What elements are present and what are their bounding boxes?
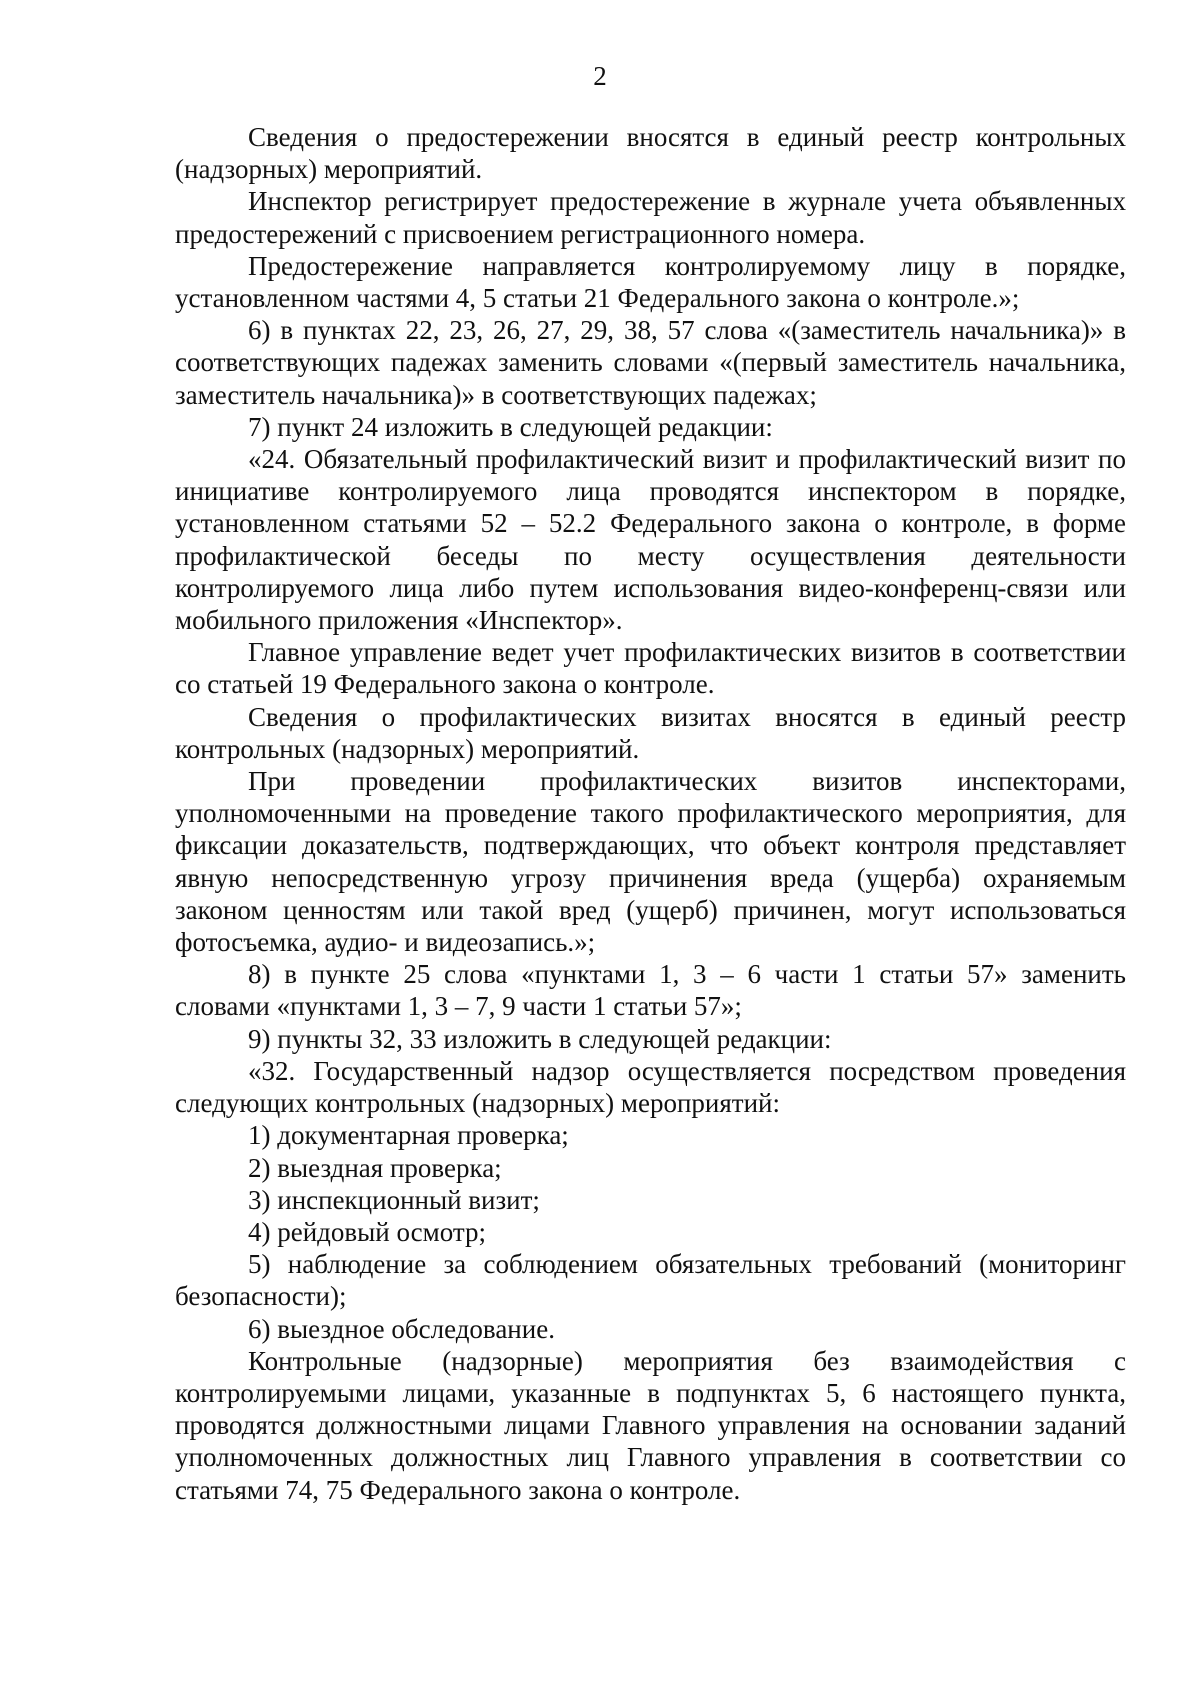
document-body [175, 121, 1126, 1506]
list-item-1: 1) документарная проверка; [248, 1120, 569, 1151]
paragraph-6: «24. Обязательный профилактический визит и профилактический визит по инициативе контролируемого лица проводятся инспектором в порядке, установленном статьями 52 – 52.2 Федерального закона о контроле, в форме профилактической беседы по месту осуществления деятельности контролируемого лица либо путем использования видео-конференц-связи или мобильного приложения «Инспектор». [175, 444, 1126, 636]
paragraph-1: Сведения о предостережении вносятся в единый реестр контрольных (надзорных) мероприятий. [175, 122, 1126, 185]
list-item-5: 5) наблюдение за соблюдением обязательных требований (мониторинг безопасности); [175, 1249, 1126, 1312]
list-item-4: 4) рейдовый осмотр; [248, 1216, 487, 1247]
paragraph-8: Сведения о профилактических визитах вносятся в единый реестр контрольных (надзорных) мероприятий. [175, 701, 1126, 764]
paragraph-4: 6) в пунктах 22, 23, 26, 27, 29, 38, 57 слова «(заместитель начальника)» в соответствующих падежах заменить словами «(первый заместитель начальника, заместитель начальника)» в соответствующих падежах; [175, 315, 1126, 410]
list-item-2: 2) выездная проверка; [248, 1152, 502, 1183]
paragraph-3: Предостережение направляется контролируемому лицу в порядке, установленном частями 4, 5 статьи 21 Федерального закона о контроле.»; [175, 250, 1126, 314]
paragraph-13: Контрольные (надзорные) мероприятия без взаимодействия с контролируемыми лицами, указанные в подпунктах 5, 6 настоящего пункта, проводятся должностными лицами Главного управления на основании заданий уполномоченных должностных лиц Главного управления в соответствии со статьями 74, 75 Федерального закона о контроле. [175, 1345, 1126, 1505]
page-number: 2 [593, 61, 607, 91]
paragraph-9: При проведении профилактических визитов инспекторами, уполномоченными на проведение такого профилактического мероприятия, для фиксации доказательств, подтверждающих, что объект контроля представляет явную непосредственную угрозу причинения вреда (ущерба) охраняемым законом ценностям или такой вред (ущерб) причинен, могут использоваться фотосъемка, аудио- и видеозапись.»; [175, 766, 1126, 958]
paragraph-12: «32. Государственный надзор осуществляется посредством проведения следующих контрольных (надзорных) мероприятий: [175, 1055, 1126, 1119]
paragraph-5: 7) пункт 24 изложить в следующей редакции: [248, 411, 773, 442]
paragraph-11: 9) пункты 32, 33 изложить в следующей редакции: [248, 1023, 832, 1054]
paragraph-2: Инспектор регистрирует предостережение в журнале учета объявленных предостережений с присвоением регистрационного номера. [175, 186, 1126, 249]
paragraph-7: Главное управление ведет учет профилактических визитов в соответствии со статьей 19 Федерального закона о контроле. [175, 637, 1126, 700]
list-item-6: 6) выездное обследование. [248, 1313, 555, 1344]
paragraph-10: 8) в пункте 25 слова «пунктами 1, 3 – 6 части 1 статьи 57» заменить словами «пунктами 1, 3 – 7, 9 части 1 статьи 57»; [175, 959, 1126, 1022]
list-item-3: 3) инспекционный визит; [248, 1184, 540, 1215]
